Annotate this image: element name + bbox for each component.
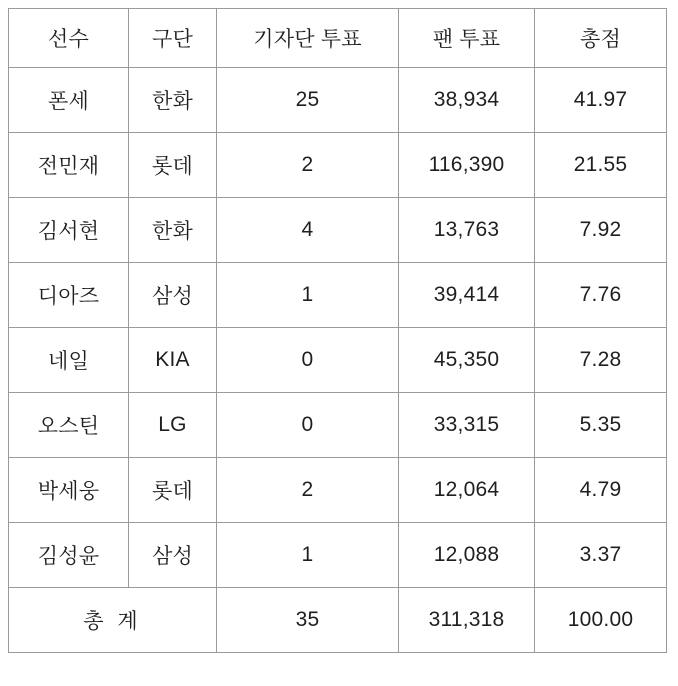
- cell-total-press-vote: 35: [217, 588, 399, 653]
- cell-player: 폰세: [9, 68, 129, 133]
- table-row: [9, 393, 667, 458]
- cell-press-vote: 2: [217, 133, 399, 198]
- column-header-total-score: 총점: [535, 9, 667, 68]
- cell-team: 롯데: [129, 458, 217, 523]
- cell-fan-vote: 39,414: [399, 263, 535, 328]
- cell-fan-vote: 13,763: [399, 198, 535, 263]
- cell-fan-vote: 116,390: [399, 133, 535, 198]
- cell-fan-vote: 38,934: [399, 68, 535, 133]
- cell-total-score: 7.76: [535, 263, 667, 328]
- table-row: [9, 458, 667, 523]
- cell-total-score: 7.28: [535, 328, 667, 393]
- cell-player: 디아즈: [9, 263, 129, 328]
- cell-total-score: 5.35: [535, 393, 667, 458]
- cell-total-fan-vote: 311,318: [399, 588, 535, 653]
- table-row: [9, 198, 667, 263]
- cell-player: 전민재: [9, 133, 129, 198]
- cell-team: 삼성: [129, 523, 217, 588]
- table-row: [9, 328, 667, 393]
- cell-player: 김서현: [9, 198, 129, 263]
- table-totals-row: [9, 588, 667, 653]
- cell-total-score: 41.97: [535, 68, 667, 133]
- vote-results-table: [8, 8, 667, 653]
- cell-team: 롯데: [129, 133, 217, 198]
- cell-press-vote: 25: [217, 68, 399, 133]
- cell-team: 한화: [129, 68, 217, 133]
- table-row: [9, 263, 667, 328]
- cell-player: 박세웅: [9, 458, 129, 523]
- cell-player: 오스틴: [9, 393, 129, 458]
- table-row: [9, 68, 667, 133]
- cell-player: 김성윤: [9, 523, 129, 588]
- cell-fan-vote: 33,315: [399, 393, 535, 458]
- cell-team: 한화: [129, 198, 217, 263]
- cell-total-score: 4.79: [535, 458, 667, 523]
- cell-press-vote: 2: [217, 458, 399, 523]
- cell-press-vote: 0: [217, 393, 399, 458]
- cell-press-vote: 4: [217, 198, 399, 263]
- table-row: [9, 523, 667, 588]
- table-header: [9, 9, 667, 68]
- cell-team: 삼성: [129, 263, 217, 328]
- cell-total-score-sum: 100.00: [535, 588, 667, 653]
- cell-press-vote: 1: [217, 523, 399, 588]
- cell-total-score: 7.92: [535, 198, 667, 263]
- cell-total-label: 총 계: [9, 588, 217, 653]
- cell-press-vote: 0: [217, 328, 399, 393]
- header-row: [9, 9, 667, 68]
- cell-team: KIA: [129, 328, 217, 393]
- cell-total-score: 21.55: [535, 133, 667, 198]
- column-header-fan-vote: 팬 투표: [399, 9, 535, 68]
- cell-total-score: 3.37: [535, 523, 667, 588]
- cell-fan-vote: 45,350: [399, 328, 535, 393]
- column-header-player: 선수: [9, 9, 129, 68]
- cell-player: 네일: [9, 328, 129, 393]
- column-header-team: 구단: [129, 9, 217, 68]
- cell-fan-vote: 12,064: [399, 458, 535, 523]
- column-header-press-vote: 기자단 투표: [217, 9, 399, 68]
- cell-fan-vote: 12,088: [399, 523, 535, 588]
- cell-team: LG: [129, 393, 217, 458]
- table-body: [9, 68, 667, 653]
- cell-press-vote: 1: [217, 263, 399, 328]
- table-row: [9, 133, 667, 198]
